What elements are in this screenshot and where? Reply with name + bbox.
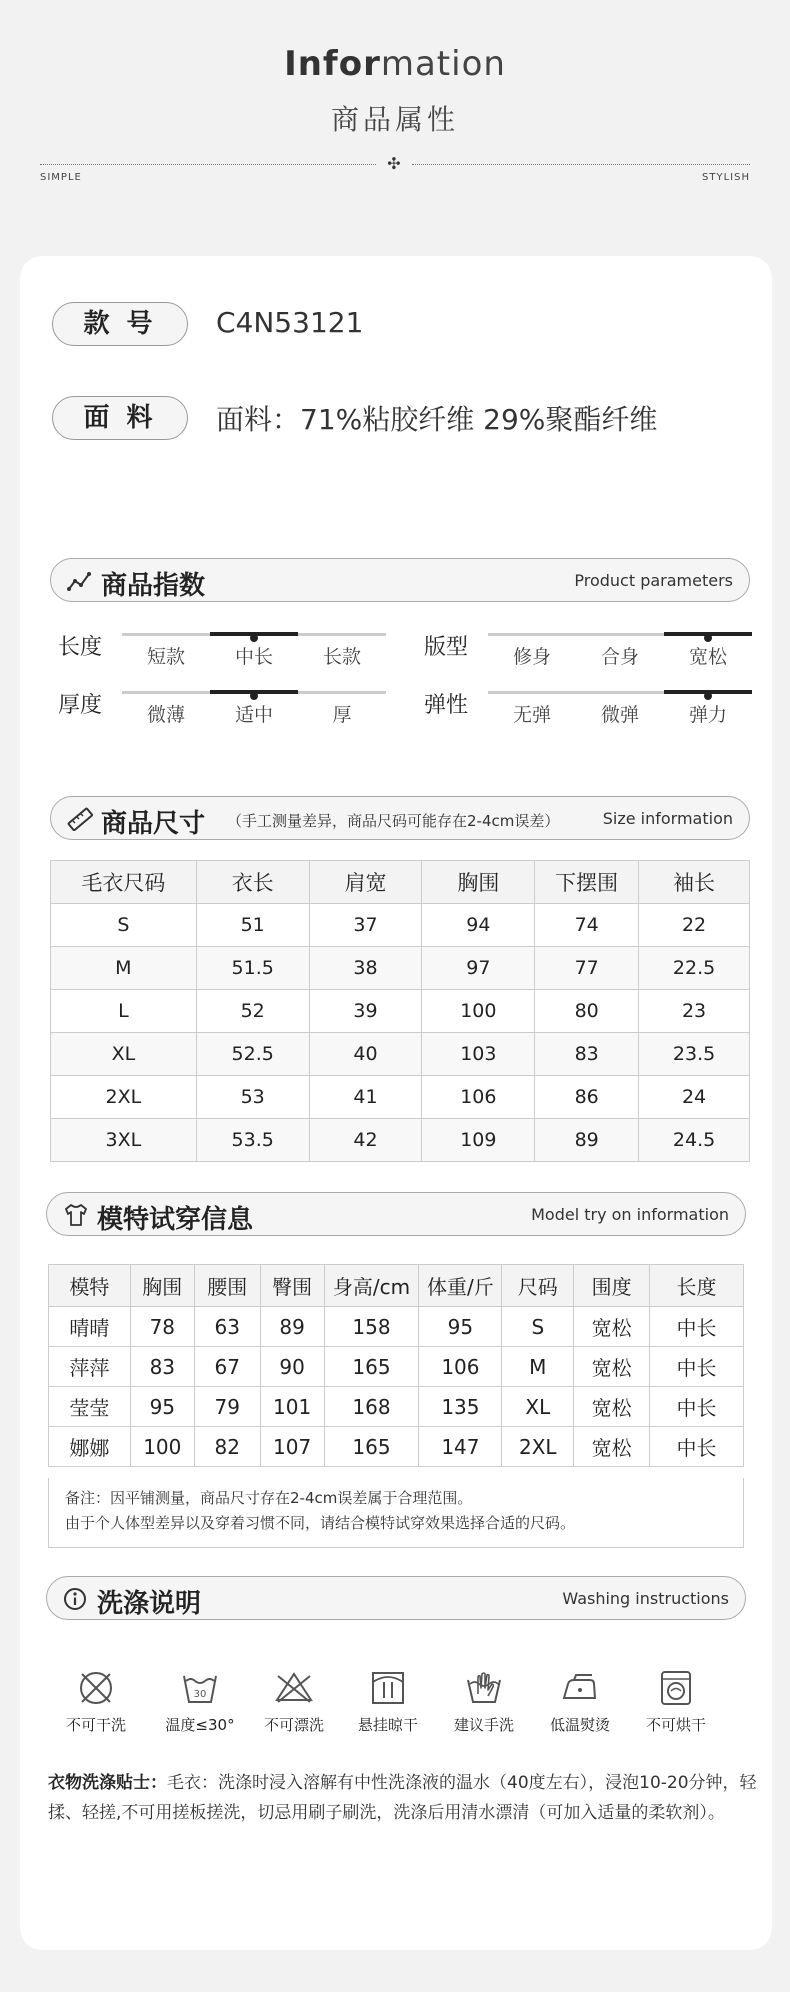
table-cell: 40 bbox=[309, 1033, 422, 1076]
table-cell: 83 bbox=[130, 1347, 194, 1387]
table-row bbox=[49, 1307, 744, 1347]
param-marker bbox=[210, 632, 298, 636]
fabric-value: 面料：71%粘胶纤维 29%聚酯纤维 bbox=[216, 403, 658, 436]
table-cell: 42 bbox=[309, 1119, 422, 1162]
table-header-row bbox=[51, 861, 750, 904]
wash-temp-text: 30 bbox=[193, 1689, 207, 1700]
param-option: 弹力 bbox=[688, 704, 727, 726]
param-option: 微弹 bbox=[600, 704, 639, 726]
table-header-cell: 胸围 bbox=[422, 861, 535, 904]
style-number-label: 款 号 bbox=[52, 302, 188, 346]
param-label: 长度 bbox=[58, 635, 103, 660]
param-track bbox=[122, 633, 386, 636]
table-cell: 147 bbox=[419, 1427, 502, 1467]
table-cell: 97 bbox=[422, 947, 535, 990]
table-row bbox=[49, 1427, 744, 1467]
table-cell: 82 bbox=[194, 1427, 260, 1467]
table-cell: 38 bbox=[309, 947, 422, 990]
wash-label: 建议手洗 bbox=[453, 1716, 514, 1734]
table-cell: 宽松 bbox=[574, 1307, 650, 1347]
table-cell: XL bbox=[502, 1387, 574, 1427]
table-cell: 24.5 bbox=[639, 1119, 750, 1162]
table-cell: 53.5 bbox=[196, 1119, 309, 1162]
size-section-en: Size information bbox=[602, 809, 733, 828]
table-header-cell: 身高/cm bbox=[324, 1265, 419, 1307]
table-header-cell: 尺码 bbox=[502, 1265, 574, 1307]
table-cell: 23.5 bbox=[639, 1033, 750, 1076]
param-option: 厚 bbox=[332, 704, 352, 726]
param-option: 适中 bbox=[234, 704, 273, 726]
param-track bbox=[488, 691, 752, 694]
table-header-cell: 衣长 bbox=[196, 861, 309, 904]
table-cell: 67 bbox=[194, 1347, 260, 1387]
wash-label: 温度≤30° bbox=[165, 1716, 235, 1734]
table-cell: 23 bbox=[639, 990, 750, 1033]
table-cell: 90 bbox=[260, 1347, 324, 1387]
param-track bbox=[122, 691, 386, 694]
model-note bbox=[48, 1478, 744, 1548]
ruler-icon bbox=[67, 807, 93, 831]
table-cell: 158 bbox=[324, 1307, 419, 1347]
param-option: 无弹 bbox=[512, 704, 551, 726]
table-cell: 63 bbox=[194, 1307, 260, 1347]
table-cell: 83 bbox=[535, 1033, 639, 1076]
divider-right bbox=[412, 164, 750, 165]
table-cell: 168 bbox=[324, 1387, 419, 1427]
info-icon bbox=[63, 1587, 89, 1611]
table-cell: L bbox=[51, 990, 197, 1033]
table-cell: 39 bbox=[309, 990, 422, 1033]
table-cell: S bbox=[502, 1307, 574, 1347]
table-cell: M bbox=[51, 947, 197, 990]
wash-label: 低温熨烫 bbox=[549, 1716, 610, 1734]
divider-left bbox=[40, 164, 376, 165]
no-dry-clean-icon bbox=[76, 1668, 116, 1708]
hang-dry-icon bbox=[368, 1668, 408, 1708]
no-tumble-dry-icon bbox=[656, 1668, 696, 1708]
wash-tip-text: 毛衣：洗涤时浸入溶解有中性洗涤液的温水（40度左右），浸泡10-20分钟，轻揉、轻搓,不可用搓板搓洗，切忌用刷子刷洗，洗涤后用清水漂清（可加入适量的柔软剂）。 bbox=[48, 1773, 757, 1823]
table-cell: 135 bbox=[419, 1387, 502, 1427]
table-cell: 中长 bbox=[650, 1347, 744, 1387]
wash-item bbox=[246, 1668, 342, 1735]
table-cell: 89 bbox=[260, 1307, 324, 1347]
table-cell: 80 bbox=[535, 990, 639, 1033]
wash-item bbox=[48, 1668, 144, 1735]
wash-label: 不可漂洗 bbox=[263, 1716, 324, 1734]
table-cell: 22 bbox=[639, 904, 750, 947]
table-cell: 95 bbox=[130, 1387, 194, 1427]
table-header-cell: 袖长 bbox=[639, 861, 750, 904]
table-cell: 2XL bbox=[502, 1427, 574, 1467]
fabric-label: 面 料 bbox=[52, 396, 188, 440]
table-cell: 52.5 bbox=[196, 1033, 309, 1076]
param-track bbox=[488, 633, 752, 636]
model-section-en: Model try on information bbox=[531, 1205, 729, 1224]
param-option: 长款 bbox=[322, 646, 361, 668]
table-header-cell: 腰围 bbox=[194, 1265, 260, 1307]
table-cell: 101 bbox=[260, 1387, 324, 1427]
param-option: 合身 bbox=[600, 646, 639, 668]
table-cell: 79 bbox=[194, 1387, 260, 1427]
size-table bbox=[50, 860, 750, 1162]
table-cell: 3XL bbox=[51, 1119, 197, 1162]
wash-item bbox=[628, 1668, 724, 1735]
wash-tip-title: 衣物洗涤贴士： bbox=[48, 1773, 167, 1793]
wash-item bbox=[532, 1668, 628, 1735]
hand-wash-icon bbox=[464, 1668, 504, 1708]
table-cell: 74 bbox=[535, 904, 639, 947]
table-row bbox=[51, 947, 750, 990]
table-cell: 宽松 bbox=[574, 1347, 650, 1387]
param-option: 修身 bbox=[512, 646, 551, 668]
table-cell: 53 bbox=[196, 1076, 309, 1119]
table-row bbox=[49, 1347, 744, 1387]
table-cell: 51.5 bbox=[196, 947, 309, 990]
title-bold: Infor bbox=[284, 44, 381, 84]
table-cell: 中长 bbox=[650, 1427, 744, 1467]
params-section-header bbox=[50, 558, 750, 602]
wash-section-en: Washing instructions bbox=[562, 1589, 729, 1608]
table-cell: 109 bbox=[422, 1119, 535, 1162]
table-cell: 22.5 bbox=[639, 947, 750, 990]
param-marker bbox=[664, 690, 752, 694]
table-cell: 莹莹 bbox=[49, 1387, 131, 1427]
wash-item bbox=[152, 1668, 248, 1735]
table-cell: 中长 bbox=[650, 1387, 744, 1427]
model-section-title: 模特试穿信息 bbox=[97, 1205, 254, 1235]
table-cell: 95 bbox=[419, 1307, 502, 1347]
page-title bbox=[0, 44, 790, 84]
table-row bbox=[49, 1387, 744, 1427]
param-option: 微薄 bbox=[146, 704, 185, 726]
size-section-title: 商品尺寸 bbox=[101, 809, 206, 839]
crosshair-icon: ✣ bbox=[387, 154, 401, 173]
model-section-header bbox=[46, 1192, 746, 1236]
param-label: 版型 bbox=[424, 635, 469, 660]
param-option: 宽松 bbox=[688, 646, 727, 668]
table-row bbox=[51, 1033, 750, 1076]
wash-30-icon bbox=[180, 1668, 220, 1708]
table-header-cell: 肩宽 bbox=[309, 861, 422, 904]
table-cell: 宽松 bbox=[574, 1387, 650, 1427]
wash-item bbox=[340, 1668, 436, 1735]
table-header-cell: 模特 bbox=[49, 1265, 131, 1307]
wash-label: 悬挂晾干 bbox=[357, 1716, 418, 1734]
table-header-cell: 围度 bbox=[574, 1265, 650, 1307]
table-cell: 萍萍 bbox=[49, 1347, 131, 1387]
table-cell: 78 bbox=[130, 1307, 194, 1347]
params-section-title: 商品指数 bbox=[101, 571, 206, 601]
table-row bbox=[51, 1076, 750, 1119]
table-cell: 165 bbox=[324, 1427, 419, 1467]
table-header-cell: 臀围 bbox=[260, 1265, 324, 1307]
table-cell: 86 bbox=[535, 1076, 639, 1119]
table-cell: 100 bbox=[130, 1427, 194, 1467]
param-option: 短款 bbox=[146, 646, 185, 668]
model-note-line: 备注：因平铺测量，商品尺寸存在2-4cm误差属于合理范围。 bbox=[65, 1489, 473, 1507]
table-cell: 宽松 bbox=[574, 1427, 650, 1467]
table-cell: 晴晴 bbox=[49, 1307, 131, 1347]
model-note-line: 由于个人体型差异以及穿着习惯不同，请结合模特试穿效果选择合适的尺码。 bbox=[65, 1514, 576, 1532]
size-section-note: （手工测量差异，商品尺码可能存在2-4cm误差） bbox=[227, 812, 560, 830]
table-cell: 51 bbox=[196, 904, 309, 947]
table-row bbox=[51, 990, 750, 1033]
table-cell: 100 bbox=[422, 990, 535, 1033]
param-option: 中长 bbox=[234, 646, 273, 668]
param-label: 弹性 bbox=[424, 693, 469, 718]
table-cell: 娜娜 bbox=[49, 1427, 131, 1467]
table-cell: S bbox=[51, 904, 197, 947]
param-marker bbox=[664, 632, 752, 636]
table-cell: 2XL bbox=[51, 1076, 197, 1119]
size-section-header bbox=[50, 796, 750, 840]
trend-chart-icon bbox=[67, 569, 93, 593]
table-cell: 中长 bbox=[650, 1307, 744, 1347]
table-cell: 89 bbox=[535, 1119, 639, 1162]
table-cell: 24 bbox=[639, 1076, 750, 1119]
wash-label: 不可烘干 bbox=[645, 1716, 706, 1734]
table-cell: 41 bbox=[309, 1076, 422, 1119]
stylish-tag: STYLISH bbox=[702, 172, 750, 183]
style-number-value: C4N53121 bbox=[216, 306, 364, 339]
shirt-icon bbox=[63, 1203, 89, 1227]
table-header-cell: 下摆围 bbox=[535, 861, 639, 904]
table-header-cell: 体重/斤 bbox=[419, 1265, 502, 1307]
model-table bbox=[48, 1264, 744, 1467]
wash-section-title: 洗涤说明 bbox=[97, 1589, 202, 1619]
wash-section-header bbox=[46, 1576, 746, 1620]
no-bleach-icon bbox=[274, 1668, 314, 1708]
param-marker bbox=[210, 690, 298, 694]
table-row bbox=[51, 904, 750, 947]
table-cell: M bbox=[502, 1347, 574, 1387]
table-cell: 165 bbox=[324, 1347, 419, 1387]
table-cell: 106 bbox=[419, 1347, 502, 1387]
table-cell: 77 bbox=[535, 947, 639, 990]
title-light: mation bbox=[380, 44, 506, 84]
wash-tip bbox=[48, 1768, 764, 1828]
page-subtitle: 商品属性 bbox=[330, 103, 459, 136]
table-cell: 107 bbox=[260, 1427, 324, 1467]
table-header-cell: 毛衣尺码 bbox=[51, 861, 197, 904]
table-header-row bbox=[49, 1265, 744, 1307]
table-cell: XL bbox=[51, 1033, 197, 1076]
wash-label: 不可干洗 bbox=[65, 1716, 126, 1734]
table-cell: 94 bbox=[422, 904, 535, 947]
table-cell: 52 bbox=[196, 990, 309, 1033]
table-row bbox=[51, 1119, 750, 1162]
simple-tag: SIMPLE bbox=[40, 172, 82, 183]
params-section-en: Product parameters bbox=[574, 571, 733, 590]
wash-item bbox=[436, 1668, 532, 1735]
table-cell: 37 bbox=[309, 904, 422, 947]
table-cell: 106 bbox=[422, 1076, 535, 1119]
table-header-cell: 胸围 bbox=[130, 1265, 194, 1307]
param-label: 厚度 bbox=[58, 693, 103, 718]
table-header-cell: 长度 bbox=[650, 1265, 744, 1307]
table-cell: 103 bbox=[422, 1033, 535, 1076]
low-iron-icon bbox=[560, 1668, 600, 1708]
